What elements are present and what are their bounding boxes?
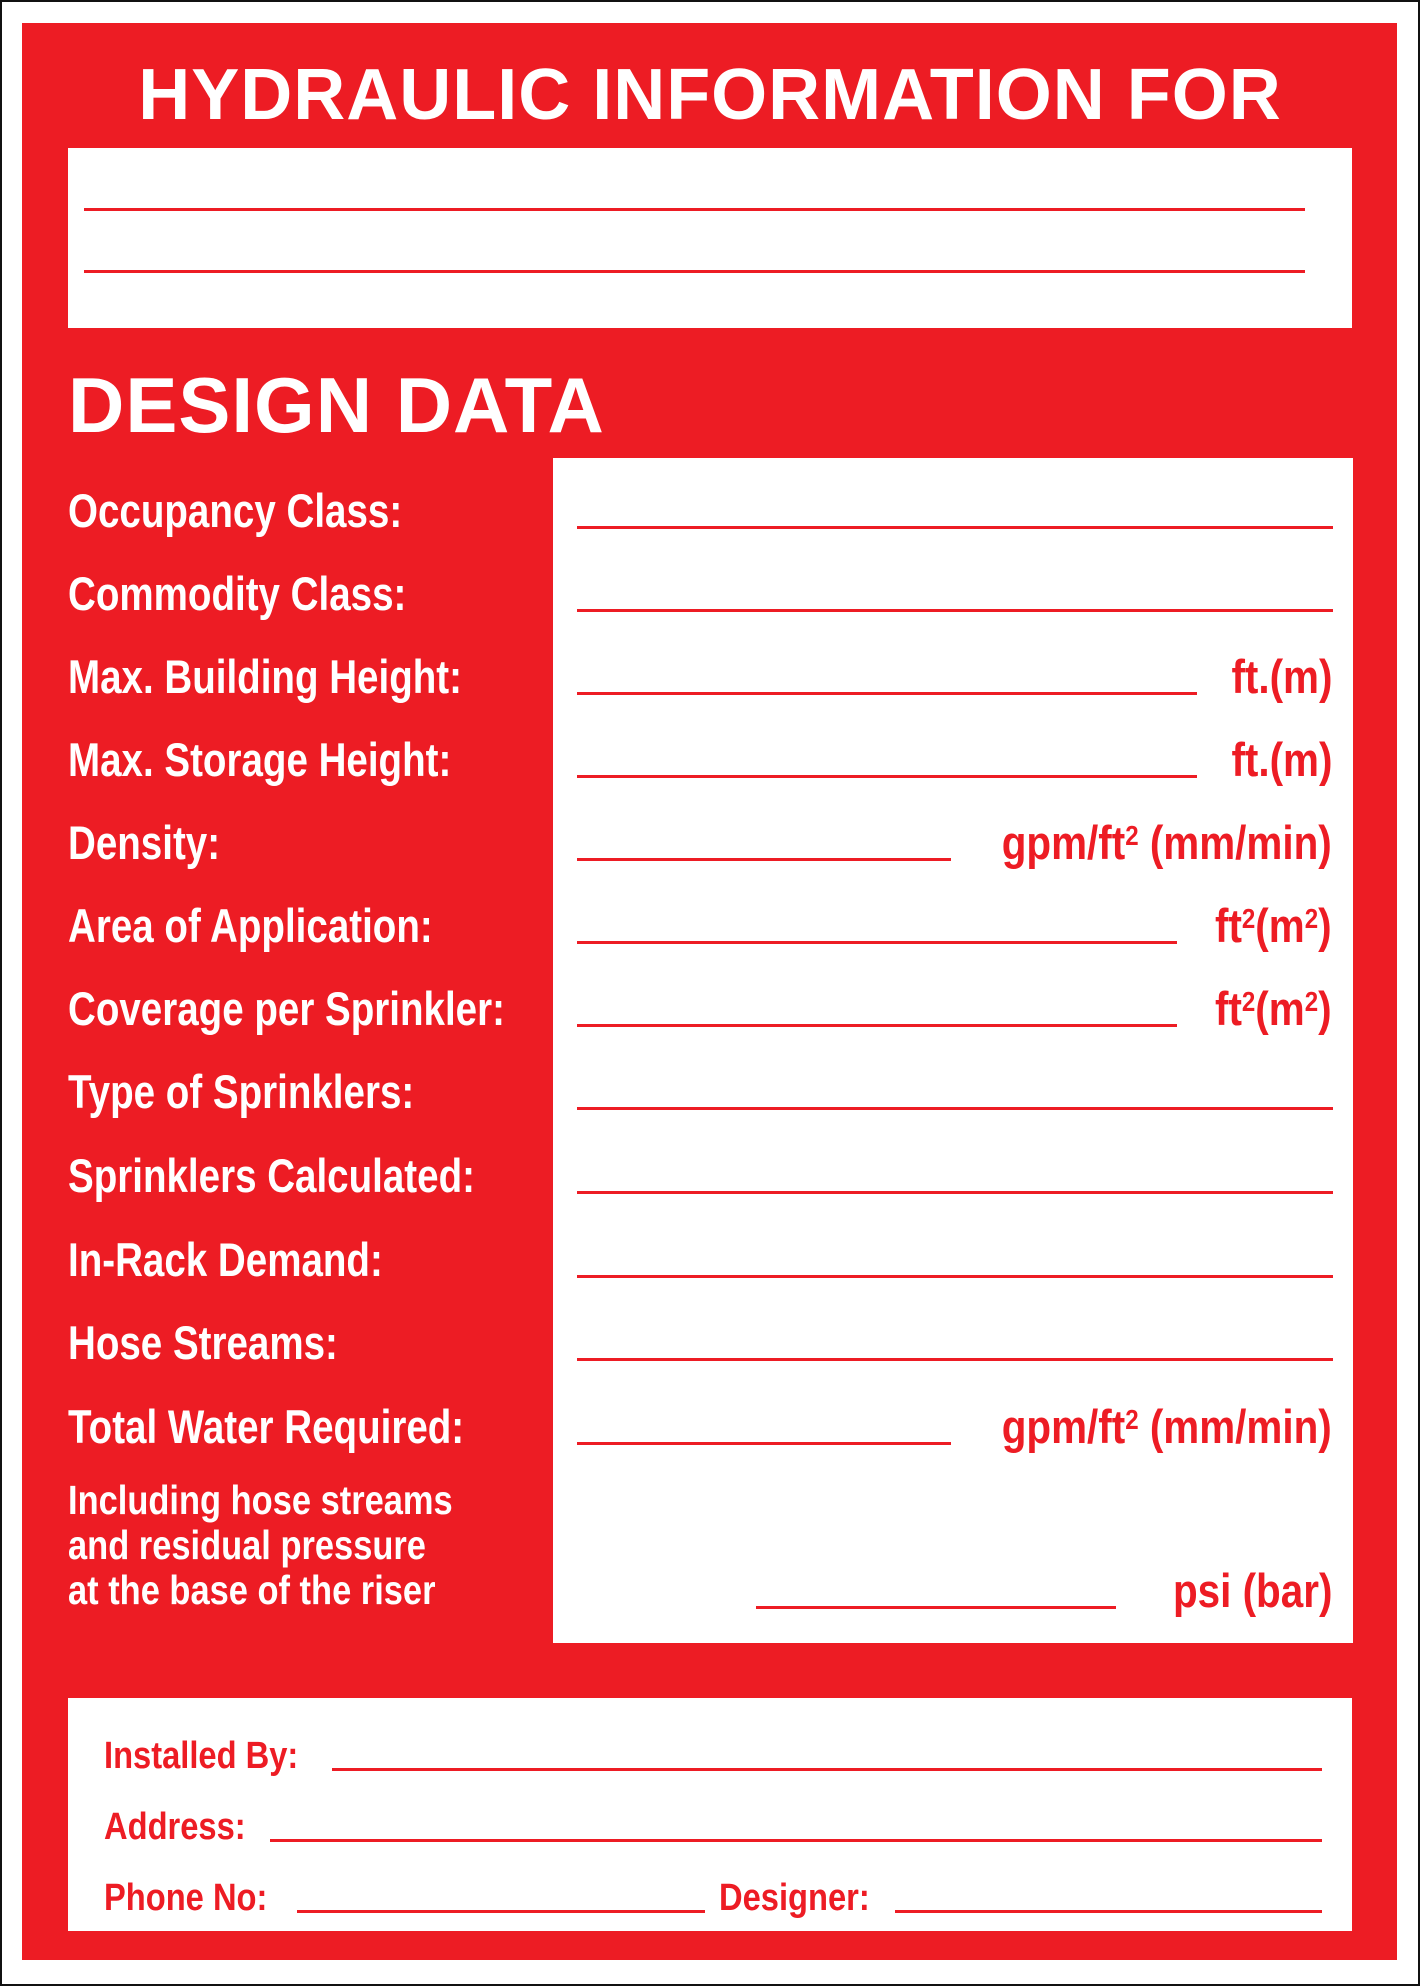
field-max-building-height[interactable] (577, 692, 1197, 695)
label-total-water-required: Total Water Required: (68, 1400, 465, 1453)
unit-coverage-per-sprinkler: $ft^2(m^2)$ (1215, 982, 1332, 1035)
label-in-rack-demand: In-Rack Demand: (68, 1233, 383, 1286)
label-occupancy-class: Occupancy Class: (68, 484, 403, 537)
field-in-rack-demand[interactable] (577, 1275, 1333, 1278)
field-area-of-application[interactable] (577, 941, 1177, 944)
label-area-of-application: Area of Application: (68, 899, 433, 952)
label-phone-no: Phone No: (104, 1877, 268, 1919)
label-commodity-class: Commodity Class: (68, 567, 407, 620)
label-max-building-height: Max. Building Height: (68, 650, 462, 703)
unit-total-water-required: gpm/$ft^2$ (mm/min) (1002, 1400, 1332, 1453)
label-coverage-per-sprinkler: Coverage per Sprinkler: (68, 982, 505, 1035)
field-hose-streams[interactable] (577, 1358, 1333, 1361)
label-hose-streams: Hose Streams: (68, 1316, 338, 1369)
field-density[interactable] (577, 858, 951, 861)
field-installed-by[interactable] (332, 1768, 1322, 1771)
field-occupancy-class[interactable] (577, 526, 1333, 529)
field-coverage-per-sprinkler[interactable] (577, 1024, 1177, 1027)
label-density: Density: (68, 816, 221, 869)
label-sprinklers-calculated: Sprinklers Calculated: (68, 1149, 475, 1202)
unit-residual-pressure: psi (bar) (1172, 1564, 1332, 1617)
note-line-2: and residual pressure (68, 1522, 426, 1568)
field-sprinklers-calculated[interactable] (577, 1191, 1333, 1194)
label-designer: Designer: (719, 1877, 870, 1919)
field-max-storage-height[interactable] (577, 775, 1197, 778)
unit-max-building-height: ft.(m) (1230, 650, 1332, 703)
label-address: Address: (104, 1806, 246, 1848)
label-installed-by: Installed By: (104, 1735, 299, 1777)
label-max-storage-height: Max. Storage Height: (68, 733, 452, 786)
design-data-box (553, 458, 1353, 1643)
note-line-1: Including hose streams (68, 1477, 453, 1523)
note-line-3: at the base of the riser (68, 1567, 436, 1613)
field-address[interactable] (270, 1839, 1322, 1842)
field-phone-no[interactable] (297, 1910, 705, 1913)
field-residual-pressure[interactable] (756, 1606, 1116, 1609)
design-data-heading: DESIGN DATA (68, 361, 605, 449)
unit-density: gpm/$ft^2$ (mm/min) (1002, 816, 1332, 869)
header-blank-line-1[interactable] (84, 208, 1305, 211)
field-commodity-class[interactable] (577, 609, 1333, 612)
header-blank-box (68, 148, 1352, 328)
unit-max-storage-height: ft.(m) (1230, 733, 1332, 786)
sign-title: HYDRAULIC INFORMATION FOR (138, 55, 1282, 135)
label-type-of-sprinklers: Type of Sprinklers: (68, 1065, 415, 1118)
unit-area-of-application: $ft^2(m^2)$ (1215, 899, 1332, 952)
field-total-water-required[interactable] (577, 1442, 951, 1445)
field-type-of-sprinklers[interactable] (577, 1107, 1333, 1110)
header-blank-line-2[interactable] (84, 270, 1305, 273)
field-designer[interactable] (895, 1910, 1322, 1913)
